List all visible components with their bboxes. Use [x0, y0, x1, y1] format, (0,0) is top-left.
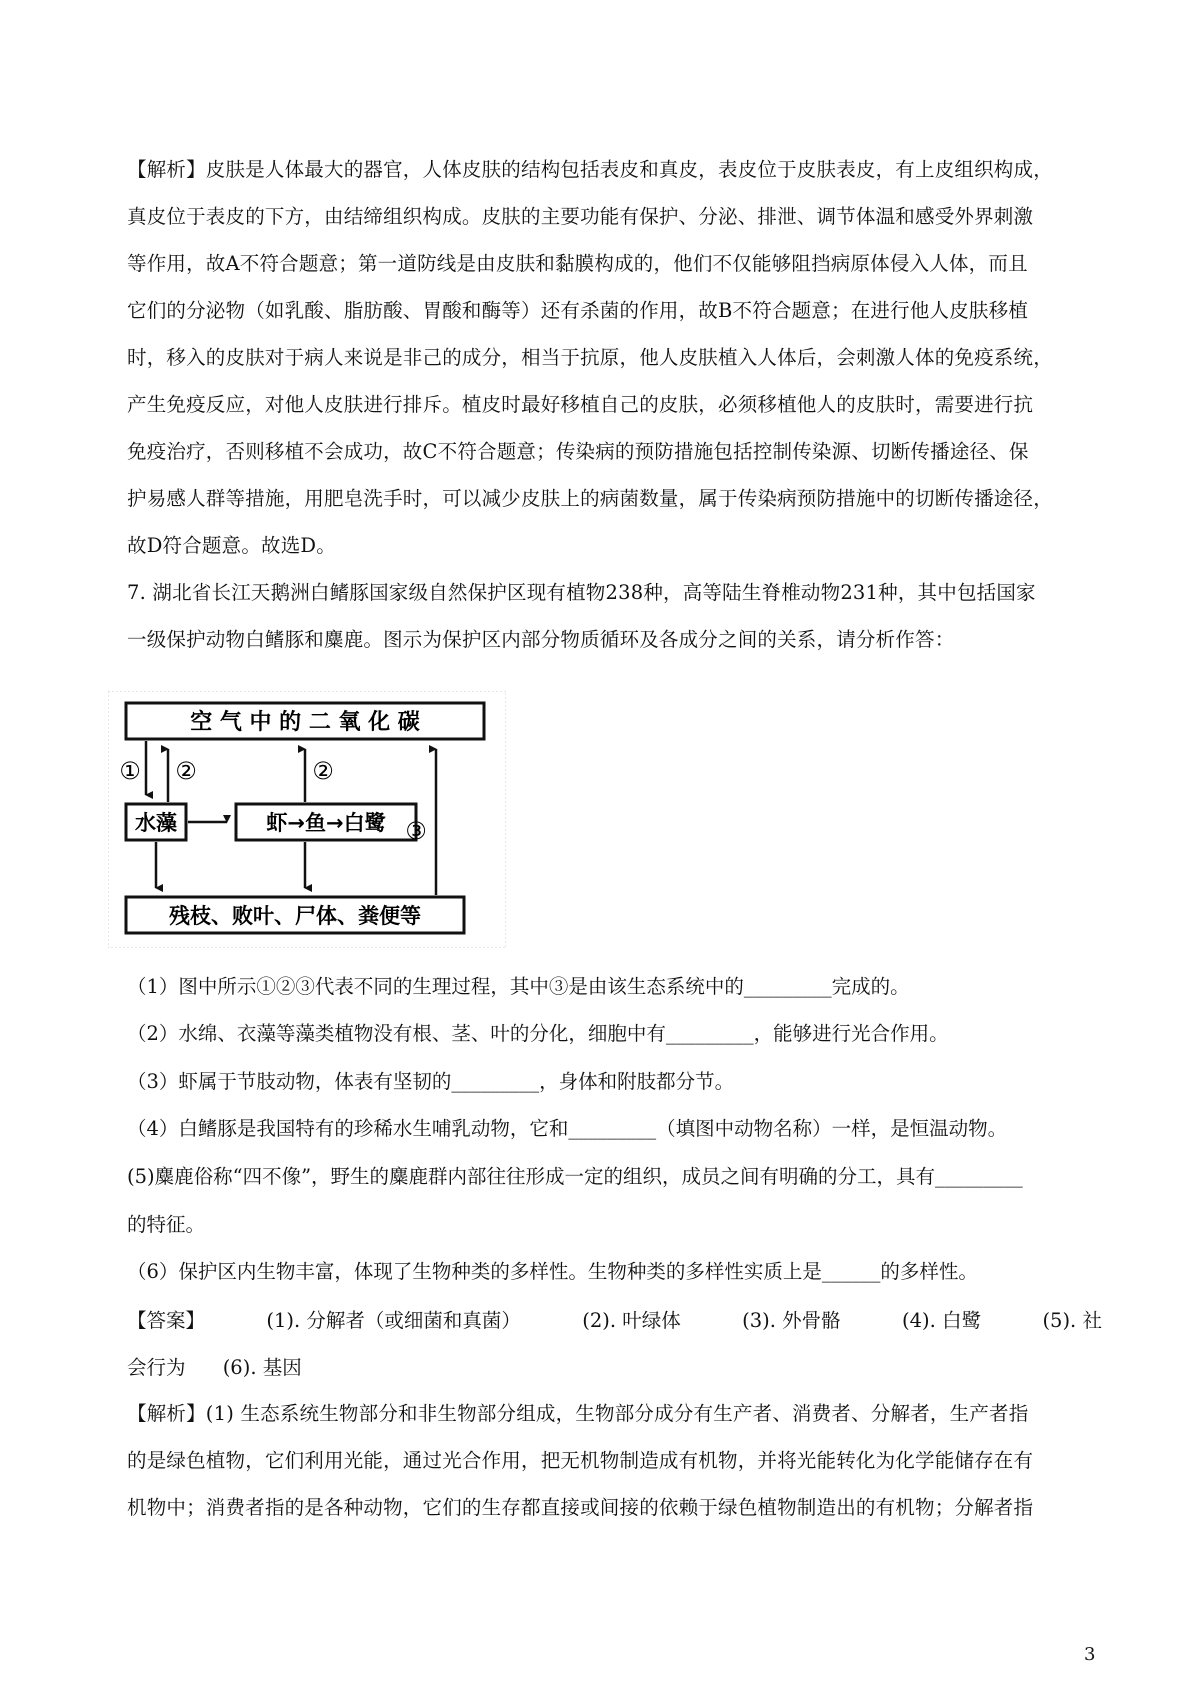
- text-line: 真皮位于表皮的下方，由结缔组织构成。皮肤的主要功能有保护、分泌、排泄、调节体温和感受外界刺激: [127, 205, 1034, 228]
- carbon-cycle-diagram: [108, 691, 506, 948]
- answer-item: (2). 叶绿体: [582, 1309, 681, 1332]
- answer-line-2: 会行为 (6). 基因: [127, 1356, 302, 1379]
- label-2-left: ②: [175, 757, 197, 785]
- text-line: 【解析】皮肤是人体最大的器官，人体皮肤的结构包括表皮和真皮，表皮位于皮肤表皮，有上皮组织构成，: [127, 158, 1053, 181]
- answer-item: (1). 分解者（或细菌和真菌）: [266, 1309, 521, 1332]
- sub-question-5: (5)麋鹿俗称“四不像”，野生的麋鹿群内部往往形成一定的组织，成员之间有明确的分工，具有_________: [127, 1165, 1023, 1188]
- text-line: 故D符合题意。故选D。: [127, 534, 336, 557]
- text-line: 7. 湖北省长江天鹅洲白鳍豚国家级自然保护区现有植物238种，高等陆生脊椎动物231种，其中包括国家: [127, 581, 1036, 604]
- analysis-paragraph-q7: [127, 1390, 1102, 1531]
- text-line: 时，移入的皮肤对于病人来说是非己的成分，相当于抗原，他人皮肤植入人体后，会刺激人体的免疫系统，: [127, 346, 1053, 369]
- sub-question-5-cont: 的特征。: [127, 1213, 206, 1236]
- label-3: ③: [405, 817, 427, 845]
- label-1: ①: [119, 757, 141, 785]
- answer-line-1: [127, 1305, 1102, 1333]
- sub-question-6: （6）保护区内生物丰富，体现了生物种类的多样性。生物种类的多样性实质上是______的多样性。: [127, 1260, 978, 1283]
- sub-question-3: （3）虾属于节肢动物，体表有坚韧的_________，身体和附肢都分节。: [127, 1070, 735, 1093]
- text-line: 一级保护动物白鳍豚和麋鹿。图示为保护区内部分物质循环及各成分之间的关系，请分析作答：: [127, 628, 955, 651]
- text-line: 免疫治疗，否则移植不会成功，故C不符合题意；传染病的预防措施包括控制传染源、切断传播途径、保: [127, 440, 1029, 463]
- answer-item: (4). 白鹭: [902, 1309, 982, 1332]
- text-line: 护易感人群等措施，用肥皂洗手时，可以减少皮肤上的病菌数量，属于传染病预防措施中的切断传播途径，: [127, 487, 1053, 510]
- question-7-stem: [127, 569, 1102, 663]
- answer-label: 【答案】: [127, 1309, 206, 1332]
- bottom-box-label: 残枝、败叶、尸体、粪便等: [169, 904, 421, 928]
- left-box-label: 水藻: [135, 811, 177, 835]
- page-number: 3: [1084, 1644, 1096, 1665]
- text-line: 的是绿色植物，它们利用光能，通过光合作用，把无机物制造成有机物，并将光能转化为化学能储存在有: [127, 1449, 1034, 1472]
- text-line: 它们的分泌物（如乳酸、脂肪酸、胃酸和酶等）还有杀菌的作用，故B不符合题意；在进行他人皮肤移植: [127, 299, 1029, 322]
- middle-box-label: 虾→鱼→白鹭: [266, 811, 386, 835]
- analysis-paragraph-q6: [127, 146, 1102, 569]
- sub-question-1: （1）图中所示①②③代表不同的生理过程，其中③是由该生态系统中的_________完成的。: [127, 975, 910, 998]
- answer-item: (5). 社: [1042, 1309, 1102, 1332]
- sub-question-2: （2）水绵、衣藻等藻类植物没有根、茎、叶的分化，细胞中有_________，能够进行光合作用。: [127, 1022, 949, 1045]
- text-line: 机物中；消费者指的是各种动物，它们的生存都直接或间接的依赖于绿色植物制造出的有机物；分解者指: [127, 1496, 1034, 1519]
- text-line: 产生免疫反应，对他人皮肤进行排斥。植皮时最好移植自己的皮肤，必须移植他人的皮肤时，需要进行抗: [127, 393, 1034, 416]
- top-box-label: 空 气 中 的 二 氧 化 碳: [190, 710, 420, 735]
- label-2-middle: ②: [312, 757, 334, 785]
- sub-question-4: （4）白鳍豚是我国特有的珍稀水生哺乳动物，它和_________（填图中动物名称）一样，是恒温动物。: [127, 1117, 1008, 1140]
- text-line: 等作用，故A不符合题意；第一道防线是由皮肤和黏膜构成的，他们不仅能够阻挡病原体侵入人体，而且: [127, 252, 1028, 275]
- text-line: 【解析】(1) 生态系统生物部分和非生物部分组成，生物部分成分有生产者、消费者、分解者，生产者指: [127, 1402, 1029, 1425]
- answer-item: (3). 外骨骼: [742, 1309, 841, 1332]
